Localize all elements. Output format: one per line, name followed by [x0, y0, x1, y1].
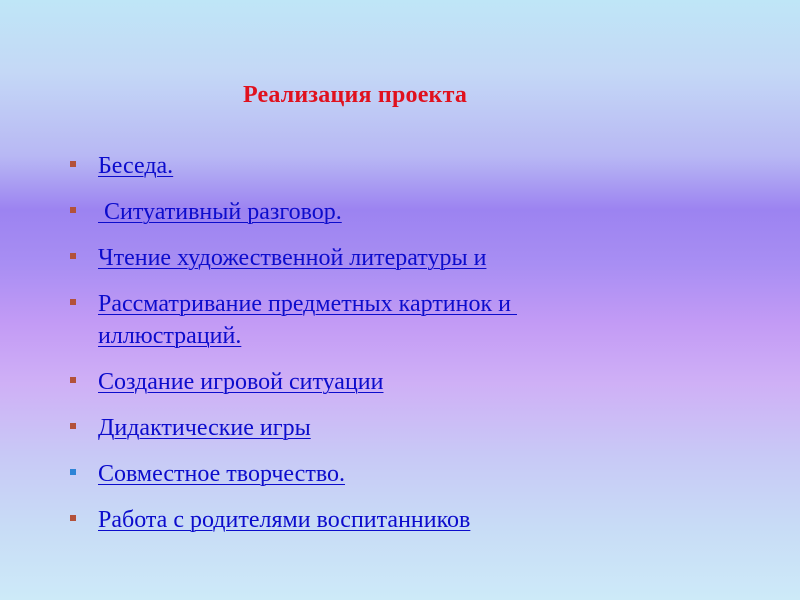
item-link-didactic-games[interactable]: Дидактические игры	[98, 415, 311, 441]
list-item	[70, 458, 710, 490]
list-item	[70, 366, 710, 398]
list-item	[70, 150, 710, 182]
square-bullet-icon	[70, 377, 76, 383]
list-item	[70, 288, 710, 352]
slide-title: Реализация проекта	[242, 82, 468, 108]
square-bullet-icon	[70, 299, 76, 305]
item-link-game-situation[interactable]: Создание игровой ситуации	[98, 369, 384, 395]
item-list	[70, 150, 710, 550]
square-bullet-icon	[70, 207, 76, 213]
item-link-situational-talk[interactable]: Ситуативный разговор.	[98, 199, 342, 225]
item-link-joint-creativity[interactable]: Совместное творчество.	[98, 461, 345, 487]
list-item	[70, 196, 710, 228]
item-link-beseda[interactable]: Беседа.	[98, 153, 174, 179]
square-bullet-icon	[70, 423, 76, 429]
square-bullet-icon	[70, 161, 76, 167]
item-link-work-with-parents[interactable]: Работа с родителями воспитанников	[98, 507, 471, 533]
item-link-viewing-pictures[interactable]: Рассматривание предметных картинок и иллюстраций.	[98, 291, 517, 349]
square-bullet-icon	[70, 469, 76, 475]
list-item	[70, 504, 710, 536]
list-item	[70, 242, 710, 274]
square-bullet-icon	[70, 253, 76, 259]
item-link-reading-literature[interactable]: Чтение художественной литературы и	[98, 245, 487, 271]
list-item	[70, 412, 710, 444]
square-bullet-icon	[70, 515, 76, 521]
